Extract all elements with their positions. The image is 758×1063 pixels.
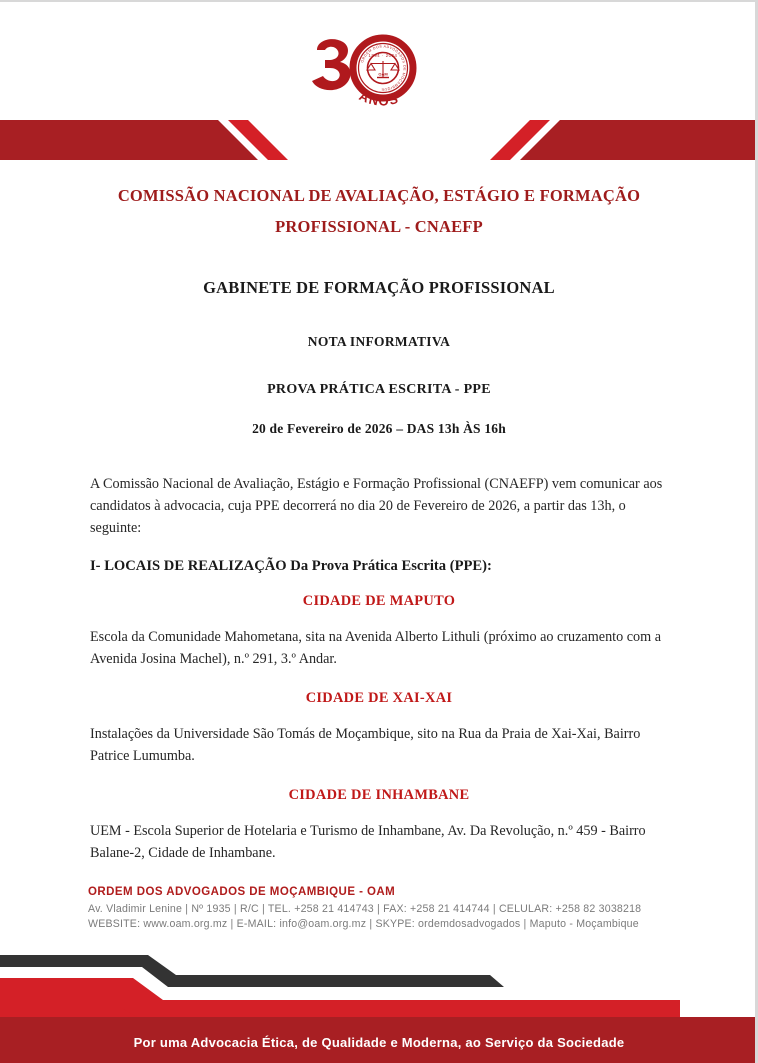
city-heading-inhambane: CIDADE DE INHAMBANE: [288, 787, 470, 803]
oam-30-anos-logo: [0, 32, 758, 120]
organization-title-line2: PROFISSIONAL - CNAEFP: [275, 217, 483, 236]
document-content: [0, 160, 758, 864]
exam-date: 20 de Fevereiro de 2026 – DAS 13h ÀS 16h: [252, 421, 506, 436]
section-heading-bold: I- LOCAIS DE REALIZAÇÃO: [90, 558, 287, 574]
address-maputo: Escola da Comunidade Mahometana, sita na Avenida Alberto Lithuli (próximo ao cruzamento com a Avenida Josina Machel), n.º 291, 3.º Andar.: [90, 629, 662, 667]
footer-organization: ORDEM DOS ADVOGADOS DE MOÇAMBIQUE - OAM: [88, 886, 396, 898]
document-type-title: NOTA INFORMATIVA: [307, 334, 451, 349]
footer-contact-line-1: Av. Vladimir Lenine | Nº 1935 | R/C | TEL. +258 21 414743 | FAX: +258 21 414744 | CELULAR: +258 82 3038218: [88, 903, 642, 915]
address-xai-xai: Instalações da Universidade São Tomás de Moçambique, sito na Rua da Praia de Xai-Xai, Bairro Patrice Lumumba.: [90, 726, 641, 764]
logo-three: [312, 39, 351, 90]
footer-contact-block: [88, 886, 688, 932]
organization-title-line1: COMISSÃO NACIONAL DE AVALIAÇÃO, ESTÁGIO E FORMAÇÃO: [117, 186, 641, 205]
logo-anos-text: ANOS: [356, 88, 401, 109]
footer-contact-line-2: WEBSITE: www.oam.org.mz | E-MAIL: info@oam.org.mz | SKYPE: ordemdosadvogados | Maputo - Moçambique: [88, 918, 639, 930]
body-text-block: [90, 473, 668, 864]
seal-years-text: 1994 · 2024: [368, 53, 398, 58]
banner-right-block: [520, 120, 758, 160]
banner-left-block: [0, 120, 258, 160]
intro-paragraph: A Comissão Nacional de Avaliação, Estágio e Formação Profissional (CNAEFP) vem comunicar aos candidatos à advocacia, cuja PPE decorrerá no dia 20 de Fevereiro de 2026, a partir das 13h, o seguinte:: [90, 476, 663, 536]
seal-initials: OAM: [378, 71, 388, 77]
organization-title: [0, 180, 758, 242]
address-inhambane: UEM - Escola Superior de Hotelaria e Turismo de Inhambane, Av. Da Revolução, n.º 459 - Bairro Balane-2, Cidade de Inhambane.: [90, 823, 646, 861]
exam-title: PROVA PRÁTICA ESCRITA - PPE: [267, 382, 491, 397]
city-heading-xai-xai: CIDADE DE XAI-XAI: [305, 690, 453, 706]
logo-icon: [299, 32, 459, 120]
footer-tagline: Por uma Advocacia Ética, de Qualidade e Moderna, ao Serviço da Sociedade: [133, 1035, 625, 1050]
department-title: GABINETE DE FORMAÇÃO PROFISSIONAL: [203, 278, 555, 297]
city-heading-maputo: CIDADE DE MAPUTO: [302, 593, 456, 609]
section-heading: [90, 555, 668, 577]
top-decorative-banner: [0, 120, 758, 160]
seal-ring-text: ORDEM DOS ADVOGADOS DE MOÇAMBIQUE: [360, 44, 407, 92]
section-heading-rest: Da Prova Prática Escrita (PPE):: [286, 558, 492, 574]
